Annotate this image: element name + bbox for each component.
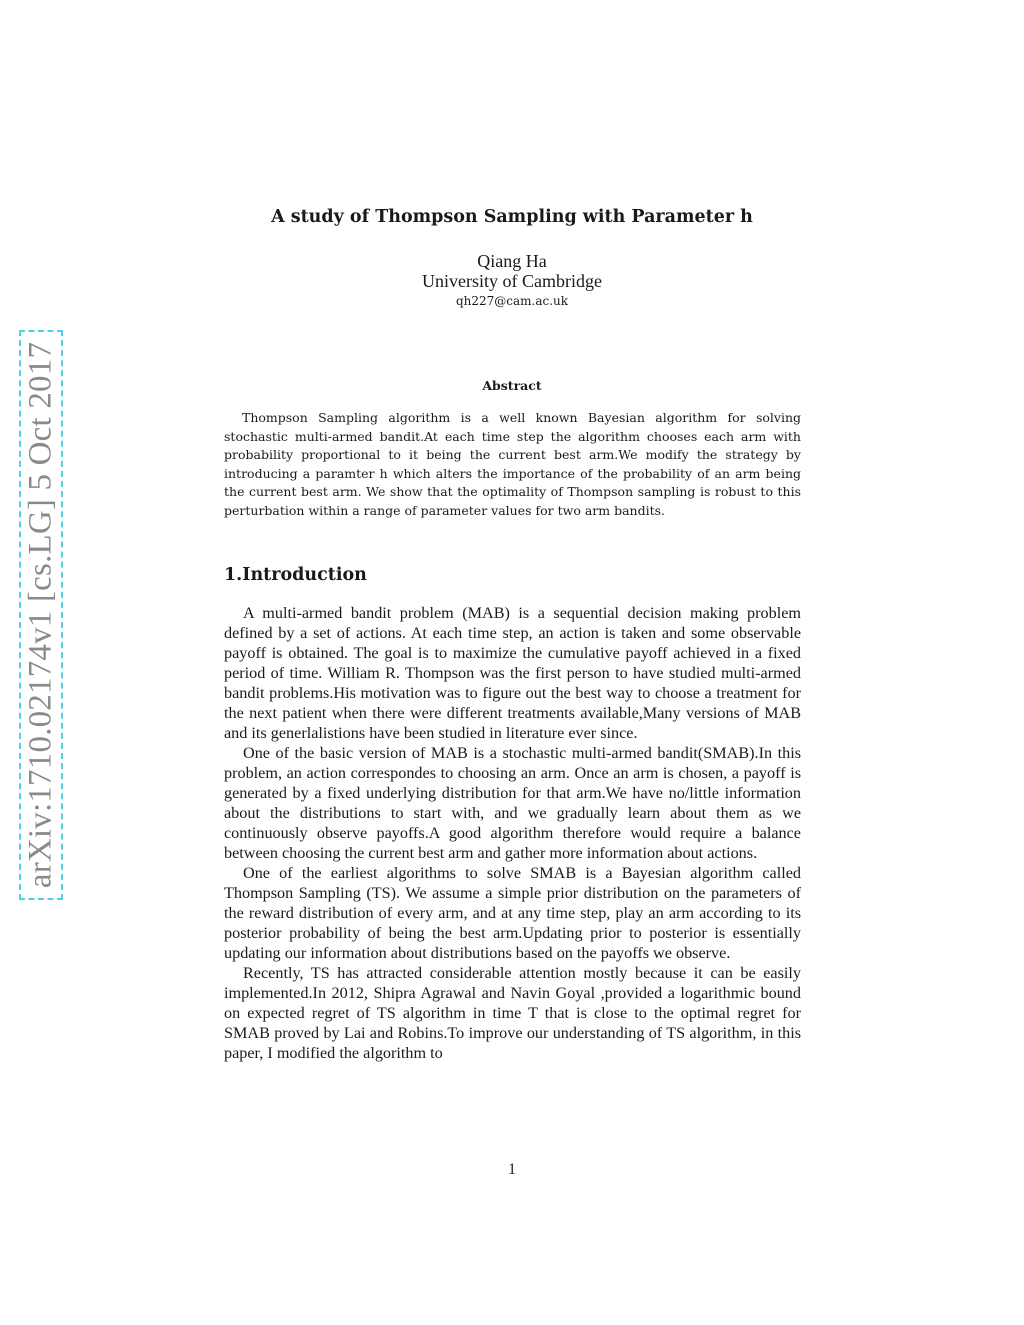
page-number: 1 bbox=[508, 1161, 516, 1178]
author-name: Qiang Ha bbox=[477, 251, 547, 271]
section-body bbox=[224, 603, 801, 1063]
section-heading: 1.Introduction bbox=[224, 565, 367, 585]
abstract-heading: Abstract bbox=[482, 378, 542, 393]
author-email: qh227@cam.ac.uk bbox=[455, 294, 569, 308]
author-affiliation: University of Cambridge bbox=[422, 271, 602, 291]
paragraph: Recently, TS has attracted considerable attention mostly because it can be easily implemented.In 2012, Shipra Agrawal and Navin Goyal ,provided a logarithmic bound on expected regret of TS algorithm in time T that is close to the optimal regret for SMAB proved by Lai and Robins.To improve our understanding of TS algorithm, in this paper, I modified the algorithm to bbox=[224, 964, 801, 1062]
arxiv-side-stamp bbox=[19, 330, 63, 900]
abstract-text: Thompson Sampling algorithm is a well known Bayesian algorithm for solving stochastic multi-armed bandit.At each time step the algorithm chooses each arm with probability proportional to it being the current best arm.We modify the strategy by introducing a paramter h which alters the importance of the probability of an arm being the current best arm. We show that the optimality of Thompson sampling is robust to this perturbation within a range of parameter values for two arm bandits. bbox=[224, 410, 801, 518]
paper-title: A study of Thompson Sampling with Parameter h bbox=[271, 207, 753, 227]
arxiv-identifier: arXiv:1710.02174v1 [cs.LG] 5 Oct 2017 bbox=[22, 341, 59, 889]
paragraph: One of the basic version of MAB is a stochastic multi-armed bandit(SMAB).In this problem, an action correspondes to choosing an arm. Once an arm is chosen, a payoff is generated by a fixed underlying distribution for that arm.We have no/little information about the distributions to start with, and we gradually learn about them as we continuously observe payoffs.A good algorithm therefore would require a balance between choosing the current best arm and gather more information about actions. bbox=[224, 744, 801, 862]
paragraph: One of the earliest algorithms to solve SMAB is a Bayesian algorithm called Thompson Sampling (TS). We assume a simple prior distribution on the parameters of the reward distribution of every arm, and at any time step, play an arm according to its posterior probability of being the best arm.Updating prior to posterior is essentially updating our information about distributions based on the payoffs we observe. bbox=[224, 864, 801, 962]
paragraph: A multi-armed bandit problem (MAB) is a sequential decision making problem defined by a set of actions. At each time step, an action is taken and some observable payoff is obtained. The goal is to maximize the cumulative payoff achieved in a fixed period of time. William R. Thompson was the first person to have studied multi-armed bandit problems.His motivation was to figure out the best way to choose a treatment for the next patient when there were different treatments available,Many versions of MAB and its generlalistions have been studied in literature ever since. bbox=[224, 604, 801, 742]
